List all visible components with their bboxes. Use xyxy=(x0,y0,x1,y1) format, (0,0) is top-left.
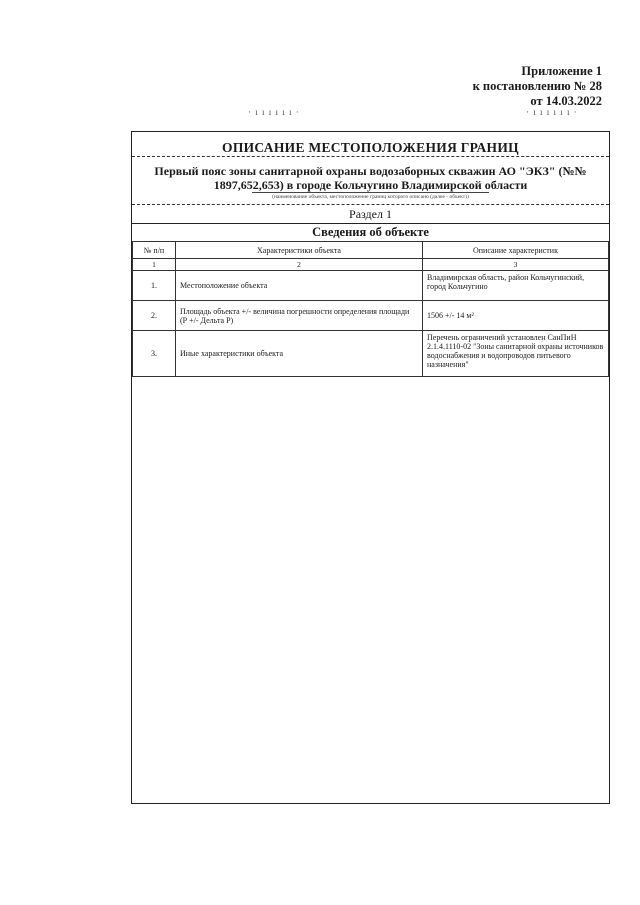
index-cell: 2 xyxy=(176,259,423,271)
row-description: Перечень ограничений установлен СанПиН 2.1.4.1110-02 "Зоны санитарной охраны источников водоснабжения и водопроводов питьевого назначения" xyxy=(423,331,609,377)
table-index-row xyxy=(133,259,609,271)
appendix-line-3: от 14.03.2022 xyxy=(530,94,602,108)
row-characteristic: Площадь объекта +/- величина погрешности определения площади (Р +/- Дельта Р) xyxy=(176,301,423,331)
object-name: Первый пояс зоны санитарной охраны водозаборных скважин АО "ЭКЗ" (№№ 1897,652,653) в городе Кольчугино Владимирской области xyxy=(154,164,587,192)
table-row xyxy=(133,271,609,301)
section-subtitle: Сведения об объекте xyxy=(312,225,429,239)
table-row xyxy=(133,301,609,331)
document-frame xyxy=(131,131,610,804)
section-heading: Раздел 1 xyxy=(349,207,392,221)
row-description: Владимирская область, район Кольчугинский, город Кольчугино xyxy=(423,271,609,301)
row-number: 1. xyxy=(133,271,176,301)
scan-artifact: · ı ı ı ı ı ı · xyxy=(526,107,578,117)
header-number: № п/п xyxy=(133,242,176,259)
object-caption: (наименование объекта, местоположение границ которого описано (далее - объект)) xyxy=(252,192,489,204)
object-info-table xyxy=(132,241,609,377)
table-row xyxy=(133,331,609,377)
index-cell: 3 xyxy=(423,259,609,271)
row-number: 2. xyxy=(133,301,176,331)
scan-artifact: · ı ı ı ı ı ı · xyxy=(248,107,300,117)
header-description: Описание характеристик xyxy=(423,242,609,259)
row-number: 3. xyxy=(133,331,176,377)
row-description: 1506 +/- 14 м² xyxy=(423,301,609,331)
index-cell: 1 xyxy=(133,259,176,271)
document-title: ОПИСАНИЕ МЕСТОПОЛОЖЕНИЯ ГРАНИЦ xyxy=(222,140,519,155)
appendix-line-2: к постановлению № 28 xyxy=(472,79,602,93)
row-characteristic: Иные характеристики объекта xyxy=(176,331,423,377)
appendix-block xyxy=(473,64,602,109)
row-characteristic: Местоположение объекта xyxy=(176,271,423,301)
table-header-row xyxy=(133,242,609,259)
appendix-line-1: Приложение 1 xyxy=(521,64,602,78)
header-characteristic: Характеристики объекта xyxy=(176,242,423,259)
